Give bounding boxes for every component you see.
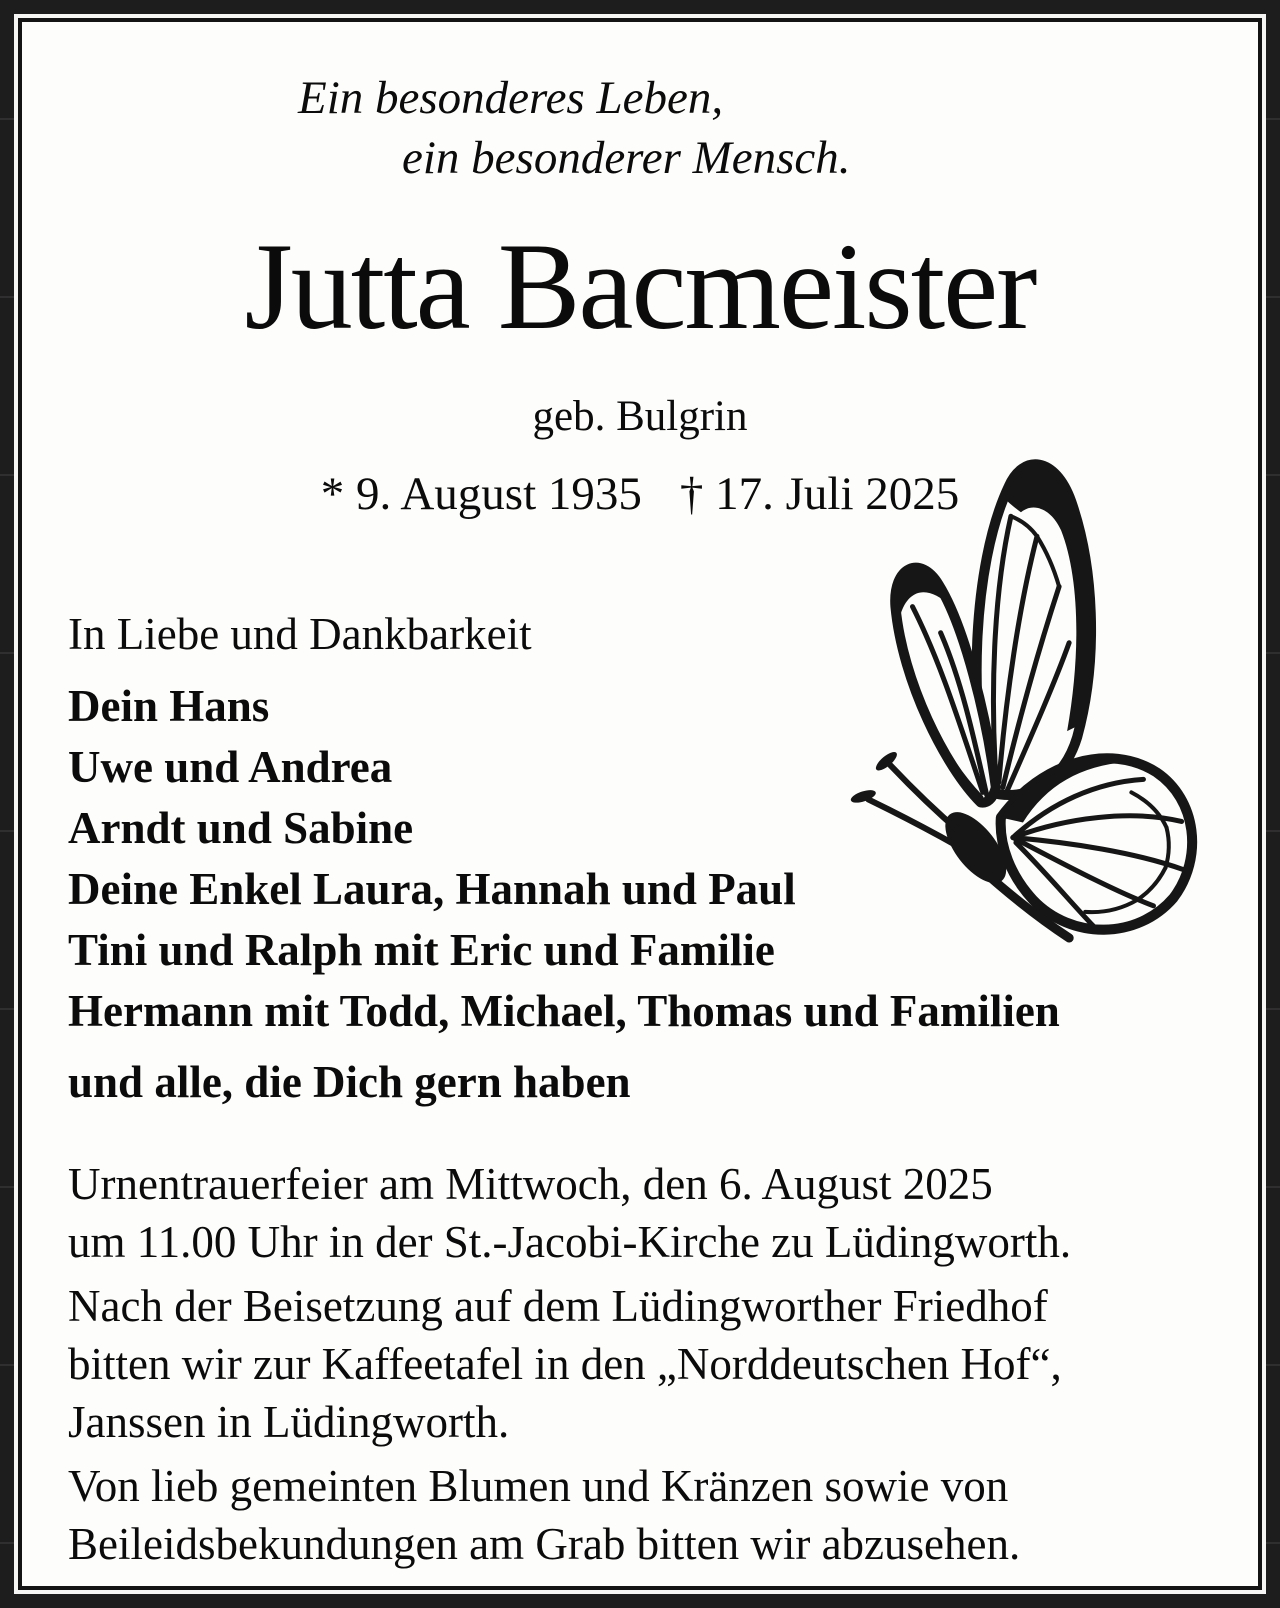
flowers-request: [68, 1457, 1258, 1573]
salutation: In Liebe und Dankbarkeit: [68, 609, 532, 659]
deceased-name: Jutta Bacmeister: [244, 218, 1036, 355]
request-line-2: Beileidsbekundungen am Grab bitten wir abzusehen.: [68, 1519, 1021, 1569]
death-date: † 17. Juli 2025: [679, 468, 960, 520]
obituary-sheet: [22, 22, 1258, 1586]
reception-line-3: Janssen in Lüdingworth.: [68, 1397, 510, 1447]
mourner-line: Tini und Ralph mit Eric und Familie: [68, 925, 775, 975]
mourners-list: [68, 676, 1258, 1042]
service-info: [68, 1155, 1258, 1271]
epigraph: [298, 68, 1258, 188]
epigraph-line-1: Ein besonderes Leben,: [298, 72, 724, 124]
reception-line-2: bitten wir zur Kaffeetafel in den „Norddeutschen Hof“,: [68, 1339, 1062, 1389]
mourner-line: Hermann mit Todd, Michael, Thomas und Familien: [68, 986, 1060, 1036]
maiden-name: geb. Bulgrin: [532, 393, 748, 440]
service-line-1: Urnentrauerfeier am Mittwoch, den 6. August 2025: [68, 1159, 993, 1209]
life-dates: [22, 466, 1258, 522]
reception-info: [68, 1277, 1258, 1451]
mourner-line: Dein Hans: [68, 681, 270, 731]
birth-date: * 9. August 1935: [320, 468, 642, 520]
epigraph-line-2: ein besonderer Mensch.: [402, 132, 851, 184]
request-line-1: Von lieb gemeinten Blumen und Kränzen sowie von: [68, 1461, 1009, 1511]
mourner-line: Arndt und Sabine: [68, 803, 414, 853]
frame-white-line: [14, 14, 1266, 1594]
reception-line-1: Nach der Beisetzung auf dem Lüdingworther Friedhof: [68, 1281, 1048, 1331]
mourners-closing: und alle, die Dich gern haben: [68, 1057, 631, 1107]
mourner-line: Deine Enkel Laura, Hannah und Paul: [68, 864, 796, 914]
frame-black-line: [18, 18, 1262, 1590]
service-line-2: um 11.00 Uhr in der St.-Jacobi-Kirche zu Lüdingworth.: [68, 1217, 1072, 1267]
mourner-line: Uwe und Andrea: [68, 742, 393, 792]
